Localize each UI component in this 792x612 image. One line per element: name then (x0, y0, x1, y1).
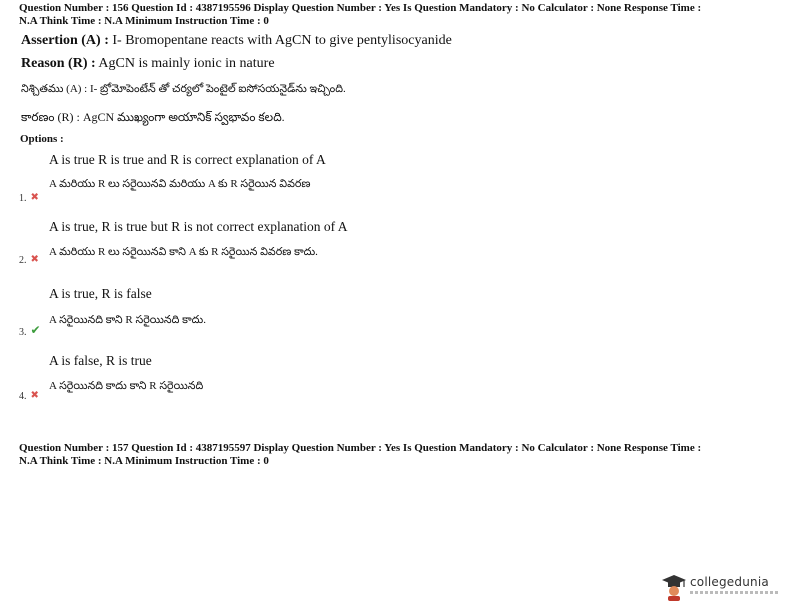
checkmark-icon: ✔ (30, 323, 41, 337)
option-4-marker[interactable] (19, 390, 39, 402)
assertion-telugu: నిశ్చితము (A) : I- బ్రోమోపెంటేన్ తో చర్యలో పెంటైల్ ఐసోసయనైడ్‌ను ఇచ్చింది. (21, 83, 346, 95)
option-3-number: 3. (19, 327, 27, 338)
graduation-cap-icon (660, 572, 688, 602)
cross-icon: ✖ (30, 390, 39, 401)
question-header-line-2: N.A Think Time : N.A Minimum Instruction Time : 0 (19, 15, 269, 27)
option-2-number: 2. (19, 255, 27, 266)
option-4-number: 4. (19, 391, 27, 402)
assertion (21, 33, 452, 49)
option-4-telugu: A సరైయినది కాదు కాని R సరైయినది (49, 380, 204, 392)
option-3-english: A is true, R is false (49, 286, 152, 301)
reason-label: Reason (R) : (21, 56, 96, 71)
option-1-telugu: A మరియు R లు సరైయినవి మరియు A కు R సరైయిన వివరణ (49, 178, 311, 190)
reason (21, 56, 275, 72)
logo-tagline-decoration (690, 591, 780, 594)
option-2-marker[interactable] (19, 254, 39, 266)
question-header-line-2: N.A Think Time : N.A Minimum Instruction Time : 0 (19, 455, 269, 467)
collegedunia-logo (660, 570, 784, 604)
logo-text: collegedunia (690, 575, 769, 589)
option-2-english: A is true, R is true but R is not correct explanation of A (49, 219, 348, 234)
option-1-number: 1. (19, 193, 27, 204)
options-label: Options : (20, 133, 64, 145)
assertion-text: I- Bromopentane reacts with AgCN to give pentylisocyanide (112, 33, 452, 48)
assertion-label: Assertion (A) : (21, 33, 109, 48)
reason-telugu: కారణం (R) : AgCN ముఖ్యంగా అయానిక్ స్వభావం కలది. (21, 110, 285, 124)
question-157-header (19, 442, 779, 468)
option-1-english: A is true R is true and R is correct explanation of A (49, 152, 326, 167)
option-4-english: A is false, R is true (49, 353, 152, 368)
option-3-telugu: A సరైయినది కాని R సరైయినది కాదు. (49, 314, 206, 326)
question-header-line-1: Question Number : 156 Question Id : 4387195596 Display Question Number : Yes Is Question Mandatory : No Calculator : None Response Time : (19, 2, 702, 14)
question-header-line-1: Question Number : 157 Question Id : 4387195597 Display Question Number : Yes Is Question Mandatory : No Calculator : None Response Time : (19, 442, 702, 454)
cross-icon: ✖ (30, 254, 39, 265)
option-2-telugu: A మరియు R లు సరైయినవి కాని A కు R సరైయిన వివరణ కాదు. (49, 246, 318, 258)
reason-text: AgCN is mainly ionic in nature (98, 56, 275, 71)
option-1-marker[interactable] (19, 192, 39, 204)
option-3-marker[interactable] (19, 323, 41, 338)
cross-icon: ✖ (30, 192, 39, 203)
question-156-header (19, 2, 779, 28)
